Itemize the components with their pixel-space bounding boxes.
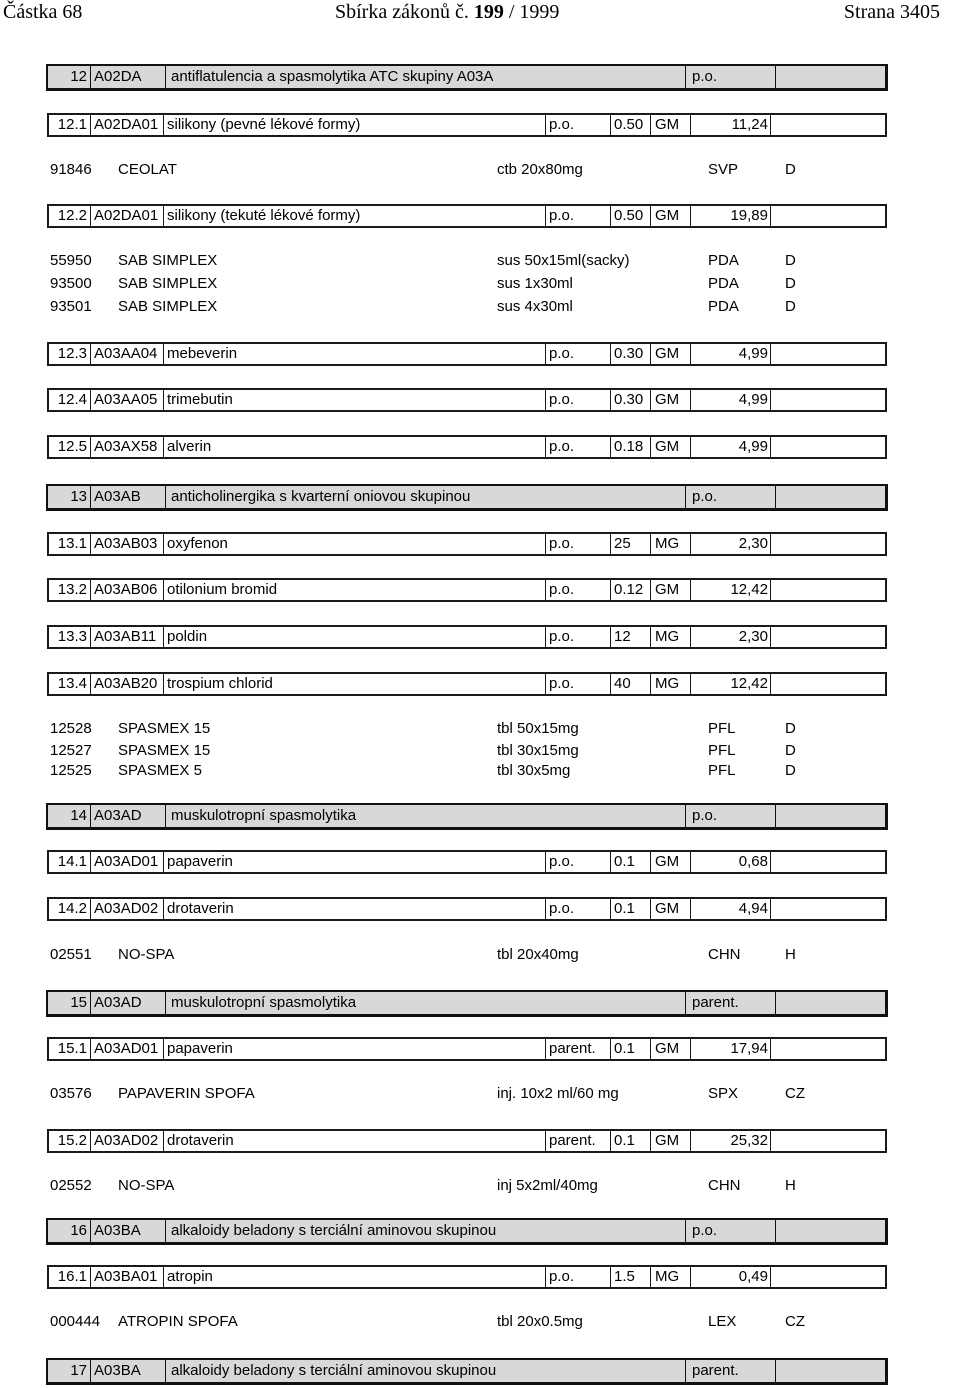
daily-dose: 0.12	[610, 580, 650, 600]
subgroup-row	[47, 1037, 887, 1061]
route: p.o.	[545, 344, 610, 364]
product-flag: D	[785, 742, 796, 759]
group-atc-code: A03AD	[90, 805, 165, 827]
product-flag: D	[785, 161, 796, 178]
subgroup-atc-code: A03AD01	[90, 852, 163, 872]
dose-unit: GM	[650, 852, 690, 872]
subgroup-row	[47, 672, 887, 696]
subgroup-number: 12.5	[57, 438, 87, 455]
group-number: 17	[70, 1362, 87, 1379]
product-row	[0, 1312, 960, 1332]
group-description: antiflatulencia a spasmolytika ATC skupiny A03A	[165, 66, 685, 88]
subgroup-number: 15.2	[57, 1132, 87, 1149]
product-row	[0, 1084, 960, 1104]
price: 4,94	[690, 899, 770, 919]
group-route: p.o.	[685, 486, 775, 508]
group-row	[46, 1218, 888, 1245]
route: p.o.	[545, 627, 610, 647]
product-flag: D	[785, 275, 796, 292]
daily-dose: 0.50	[610, 206, 650, 226]
group-empty-cell	[775, 805, 885, 827]
dose-unit: MG	[650, 674, 690, 694]
subgroup-empty-cell	[770, 534, 885, 554]
product-code: 12527	[50, 742, 92, 759]
subgroup-row	[47, 625, 887, 649]
route: p.o.	[545, 115, 610, 135]
group-route: parent.	[685, 992, 775, 1014]
group-row	[46, 1358, 888, 1385]
subgroup-empty-cell	[770, 1131, 885, 1151]
group-empty-cell	[775, 486, 885, 508]
subgroup-number: 12.1	[57, 116, 87, 133]
group-description: anticholinergika s kvarterní oniovou skupinou	[165, 486, 685, 508]
product-form: sus 1x30ml	[497, 275, 573, 292]
subgroup-atc-code: A02DA01	[90, 206, 163, 226]
subgroup-row	[47, 435, 887, 459]
product-name: SAB SIMPLEX	[118, 275, 218, 292]
route: p.o.	[545, 580, 610, 600]
product-name: CEOLAT	[118, 161, 177, 178]
group-empty-cell	[775, 1360, 885, 1382]
product-code: 12528	[50, 720, 92, 737]
subgroup-empty-cell	[770, 899, 885, 919]
group-atc-code: A03AB	[90, 486, 165, 508]
route: p.o.	[545, 534, 610, 554]
price: 11,24	[690, 115, 770, 135]
group-route: p.o.	[685, 1220, 775, 1242]
dose-unit: MG	[650, 534, 690, 554]
subgroup-row	[47, 342, 887, 366]
subgroup-empty-cell	[770, 437, 885, 457]
group-row	[46, 64, 888, 91]
product-holder: CHN	[708, 1177, 741, 1194]
group-number: 16	[70, 1222, 87, 1239]
product-row	[0, 741, 960, 761]
group-route: p.o.	[685, 805, 775, 827]
subgroup-atc-code: A03AB20	[90, 674, 163, 694]
subgroup-number: 12.4	[57, 391, 87, 408]
group-atc-code: A02DA	[90, 66, 165, 88]
product-form: tbl 30x15mg	[497, 742, 579, 759]
route: p.o.	[545, 899, 610, 919]
price: 4,99	[690, 344, 770, 364]
product-form: tbl 30x5mg	[497, 762, 571, 779]
product-flag: CZ	[785, 1313, 805, 1330]
daily-dose: 0.50	[610, 115, 650, 135]
product-form: sus 4x30ml	[497, 298, 573, 315]
group-row	[46, 484, 888, 511]
product-code: 03576	[50, 1085, 92, 1102]
product-row	[0, 761, 960, 781]
substance-name: silikony (pevné lékové formy)	[163, 115, 545, 135]
subgroup-empty-cell	[770, 1039, 885, 1059]
product-name: SPASMEX 15	[118, 720, 211, 737]
collection-title	[335, 0, 559, 24]
substance-name: drotaverin	[163, 899, 545, 919]
dose-unit: GM	[650, 390, 690, 410]
daily-dose: 0.30	[610, 344, 650, 364]
group-description: alkaloidy beladony s terciální aminovou skupinou	[165, 1220, 685, 1242]
subgroup-empty-cell	[770, 1267, 885, 1287]
product-holder: PFL	[708, 762, 736, 779]
substance-name: poldin	[163, 627, 545, 647]
product-code: 000444	[50, 1313, 101, 1330]
route: parent.	[545, 1039, 610, 1059]
price: 12,42	[690, 580, 770, 600]
product-name: NO-SPA	[118, 1177, 175, 1194]
substance-name: trospium chlorid	[163, 674, 545, 694]
route: p.o.	[545, 674, 610, 694]
dose-unit: GM	[650, 899, 690, 919]
price: 4,99	[690, 437, 770, 457]
daily-dose: 12	[610, 627, 650, 647]
subgroup-empty-cell	[770, 206, 885, 226]
substance-name: oxyfenon	[163, 534, 545, 554]
dose-unit: MG	[650, 627, 690, 647]
product-form: tbl 50x15mg	[497, 720, 579, 737]
substance-name: atropin	[163, 1267, 545, 1287]
daily-dose: 40	[610, 674, 650, 694]
subgroup-empty-cell	[770, 390, 885, 410]
group-description: alkaloidy beladony s terciální aminovou skupinou	[165, 1360, 685, 1382]
product-name: NO-SPA	[118, 946, 175, 963]
subgroup-row	[47, 204, 887, 228]
subgroup-row	[47, 1265, 887, 1289]
product-holder: SPX	[708, 1085, 739, 1102]
subgroup-number: 14.2	[57, 900, 87, 917]
dose-unit: GM	[650, 1131, 690, 1151]
daily-dose: 25	[610, 534, 650, 554]
group-number: 15	[70, 994, 87, 1011]
group-number: 12	[70, 68, 87, 85]
subgroup-atc-code: A03AB03	[90, 534, 163, 554]
subgroup-empty-cell	[770, 674, 885, 694]
product-flag: H	[785, 946, 796, 963]
product-form: tbl 20x0.5mg	[497, 1313, 583, 1330]
product-code: 55950	[50, 252, 92, 269]
product-flag: D	[785, 762, 796, 779]
subgroup-empty-cell	[770, 580, 885, 600]
page-number: Strana 3405	[843, 1, 940, 23]
subgroup-atc-code: A03AA04	[90, 344, 163, 364]
daily-dose: 0.18	[610, 437, 650, 457]
subgroup-number: 13.3	[57, 628, 87, 645]
product-flag: CZ	[785, 1085, 805, 1102]
dose-unit: GM	[650, 437, 690, 457]
product-code: 02551	[50, 946, 92, 963]
price: 12,42	[690, 674, 770, 694]
group-description: muskulotropní spasmolytika	[165, 805, 685, 827]
price: 2,30	[690, 627, 770, 647]
product-name: SAB SIMPLEX	[118, 298, 218, 315]
subgroup-number: 15.1	[57, 1040, 87, 1057]
group-row	[46, 990, 888, 1017]
product-holder: PFL	[708, 742, 736, 759]
daily-dose: 0.30	[610, 390, 650, 410]
group-route: p.o.	[685, 66, 775, 88]
product-row	[0, 274, 960, 294]
issue-label: Částka 68	[3, 1, 83, 23]
price: 4,99	[690, 390, 770, 410]
group-atc-code: A03BA	[90, 1220, 165, 1242]
collection-prefix: Sbírka zákonů č.	[335, 1, 469, 23]
group-number: 14	[70, 807, 87, 824]
product-holder: LEX	[708, 1313, 737, 1330]
price: 19,89	[690, 206, 770, 226]
subgroup-atc-code: A03AA05	[90, 390, 163, 410]
product-name: SPASMEX 5	[118, 762, 202, 779]
product-form: sus 50x15ml(sacky)	[497, 252, 630, 269]
subgroup-empty-cell	[770, 852, 885, 872]
group-empty-cell	[775, 1220, 885, 1242]
product-code: 91846	[50, 161, 92, 178]
product-row	[0, 945, 960, 965]
product-holder: PDA	[708, 275, 739, 292]
dose-unit: GM	[650, 1039, 690, 1059]
product-flag: D	[785, 720, 796, 737]
subgroup-number: 12.2	[57, 207, 87, 224]
price: 2,30	[690, 534, 770, 554]
route: parent.	[545, 1131, 610, 1151]
subgroup-row	[47, 578, 887, 602]
route: p.o.	[545, 437, 610, 457]
subgroup-empty-cell	[770, 627, 885, 647]
product-flag: D	[785, 252, 796, 269]
dose-unit: GM	[650, 580, 690, 600]
subgroup-row	[47, 1129, 887, 1153]
route: p.o.	[545, 206, 610, 226]
product-form: inj. 10x2 ml/60 mg	[497, 1085, 619, 1102]
subgroup-atc-code: A03AB11	[90, 627, 163, 647]
group-row	[46, 803, 888, 830]
subgroup-atc-code: A03AD01	[90, 1039, 163, 1059]
product-holder: PDA	[708, 298, 739, 315]
daily-dose: 0.1	[610, 852, 650, 872]
group-empty-cell	[775, 992, 885, 1014]
subgroup-number: 13.2	[57, 581, 87, 598]
group-description: muskulotropní spasmolytika	[165, 992, 685, 1014]
group-empty-cell	[775, 66, 885, 88]
subgroup-number: 16.1	[57, 1268, 87, 1285]
product-code: 02552	[50, 1177, 92, 1194]
subgroup-empty-cell	[770, 115, 885, 135]
group-atc-code: A03AD	[90, 992, 165, 1014]
route: p.o.	[545, 1267, 610, 1287]
product-name: ATROPIN SPOFA	[118, 1313, 238, 1330]
group-route: parent.	[685, 1360, 775, 1382]
product-holder: SVP	[708, 161, 739, 178]
product-row	[0, 719, 960, 739]
law-number: 199	[473, 1, 504, 23]
product-row	[0, 297, 960, 317]
route: p.o.	[545, 390, 610, 410]
product-row	[0, 251, 960, 271]
substance-name: papaverin	[163, 852, 545, 872]
subgroup-row	[47, 850, 887, 874]
subgroup-number: 12.3	[57, 345, 87, 362]
price: 25,32	[690, 1131, 770, 1151]
price: 17,94	[690, 1039, 770, 1059]
substance-name: otilonium bromid	[163, 580, 545, 600]
substance-name: trimebutin	[163, 390, 545, 410]
product-flag: H	[785, 1177, 796, 1194]
daily-dose: 1.5	[610, 1267, 650, 1287]
group-number: 13	[70, 488, 87, 505]
subgroup-atc-code: A03AD02	[90, 1131, 163, 1151]
subgroup-number: 13.4	[57, 675, 87, 692]
product-code: 93501	[50, 298, 92, 315]
product-holder: PFL	[708, 720, 736, 737]
subgroup-atc-code: A03AX58	[90, 437, 163, 457]
daily-dose: 0.1	[610, 1039, 650, 1059]
product-form: ctb 20x80mg	[497, 161, 583, 178]
subgroup-number: 13.1	[57, 535, 87, 552]
daily-dose: 0.1	[610, 899, 650, 919]
product-name: SPASMEX 15	[118, 742, 211, 759]
substance-name: alverin	[163, 437, 545, 457]
dose-unit: GM	[650, 206, 690, 226]
product-form: inj 5x2ml/40mg	[497, 1177, 598, 1194]
product-code: 12525	[50, 762, 92, 779]
subgroup-row	[47, 532, 887, 556]
subgroup-number: 14.1	[57, 853, 87, 870]
substance-name: silikony (tekuté lékové formy)	[163, 206, 545, 226]
product-form: tbl 20x40mg	[497, 946, 579, 963]
subgroup-empty-cell	[770, 344, 885, 364]
subgroup-atc-code: A03AB06	[90, 580, 163, 600]
group-atc-code: A03BA	[90, 1360, 165, 1382]
subgroup-row	[47, 113, 887, 137]
product-holder: PDA	[708, 252, 739, 269]
subgroup-atc-code: A03AD02	[90, 899, 163, 919]
product-holder: CHN	[708, 946, 741, 963]
subgroup-row	[47, 897, 887, 921]
product-row	[0, 160, 960, 180]
dose-unit: GM	[650, 344, 690, 364]
daily-dose: 0.1	[610, 1131, 650, 1151]
product-name: SAB SIMPLEX	[118, 252, 218, 269]
price: 0,49	[690, 1267, 770, 1287]
product-code: 93500	[50, 275, 92, 292]
law-year: / 1999	[508, 1, 560, 23]
dose-unit: GM	[650, 115, 690, 135]
price: 0,68	[690, 852, 770, 872]
route: p.o.	[545, 852, 610, 872]
product-name: PAPAVERIN SPOFA	[118, 1085, 255, 1102]
substance-name: drotaverin	[163, 1131, 545, 1151]
dose-unit: MG	[650, 1267, 690, 1287]
subgroup-atc-code: A03BA01	[90, 1267, 163, 1287]
subgroup-row	[47, 388, 887, 412]
product-row	[0, 1176, 960, 1196]
substance-name: papaverin	[163, 1039, 545, 1059]
substance-name: mebeverin	[163, 344, 545, 364]
subgroup-atc-code: A02DA01	[90, 115, 163, 135]
product-flag: D	[785, 298, 796, 315]
